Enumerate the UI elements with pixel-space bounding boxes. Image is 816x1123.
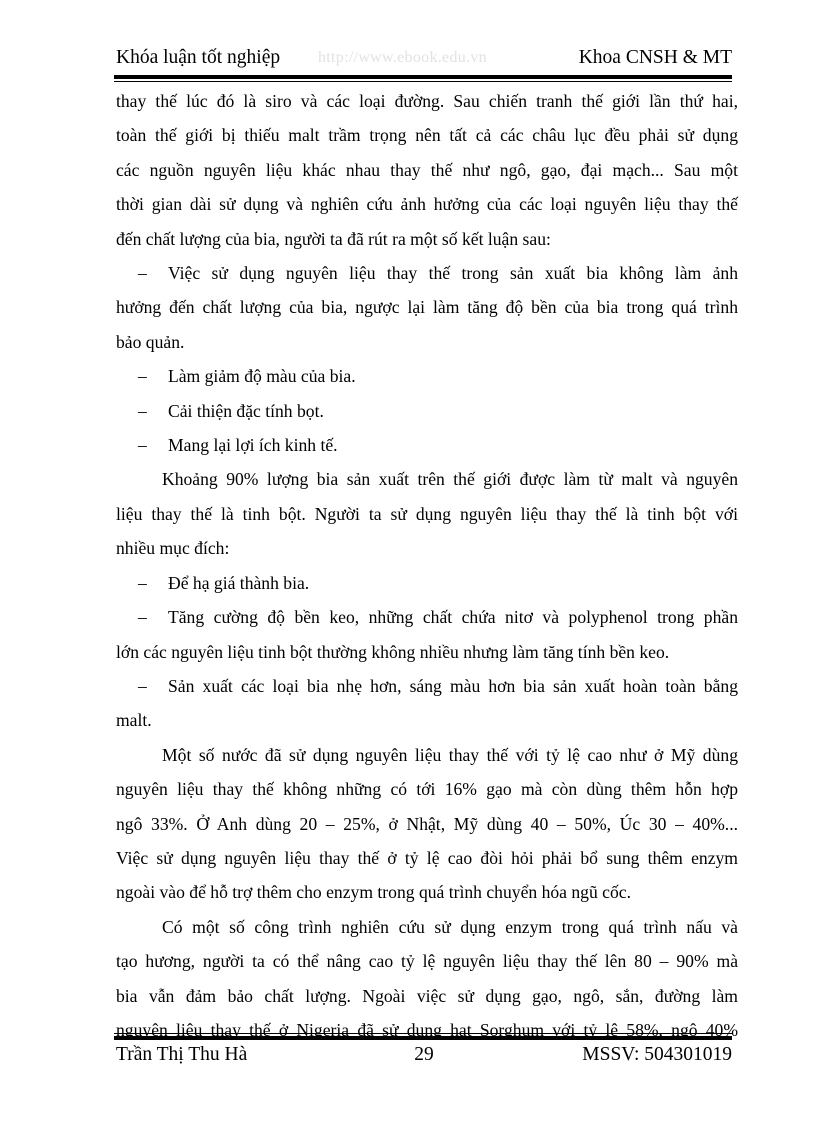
- bullet-line: [116, 428, 738, 462]
- page-header: [116, 44, 732, 74]
- bullet-text: Làm giảm độ màu của bia.: [168, 366, 356, 387]
- text-line: malt.: [116, 710, 152, 731]
- footer-rule-thick: [114, 1036, 732, 1040]
- bullet-line: [116, 256, 738, 290]
- bullet-text: Sản xuất các loại bia nhẹ hơn, sáng màu hơn bia sản xuất hoàn toàn bằng: [168, 675, 738, 696]
- footer-rule-thin: [114, 1033, 732, 1034]
- bullet-line: [116, 669, 738, 703]
- text-line: thay thế lúc đó là siro và các loại đường. Sau chiến tranh thế giới lần thứ hai,: [116, 91, 738, 111]
- text-line: nguyên liệu thay thế không những có tới 16% gạo mà còn dùng thêm hỗn hợp: [116, 779, 738, 800]
- header-watermark-url: http://www.ebook.edu.vn: [318, 49, 487, 66]
- bullet-dash: –: [138, 263, 147, 284]
- header-thesis-label: Khóa luận tốt nghiệp: [116, 47, 281, 68]
- header-rule-thin: [114, 81, 732, 82]
- bullet-text: Mang lại lợi ích kinh tế.: [168, 435, 338, 456]
- bullet-line: [116, 359, 738, 393]
- text-line: nhiều mục đích:: [116, 538, 230, 559]
- text-line: Khoảng 90% lượng bia sản xuất trên thế giới được làm từ malt và nguyên: [162, 469, 738, 490]
- page-footer: [116, 1044, 732, 1074]
- bullet-line: [116, 394, 738, 428]
- text-line: lớn các nguyên liệu tinh bột thường không nhiều nhưng làm tăng tính bền keo.: [116, 641, 670, 662]
- footer-student-id: MSSV: 504301019: [582, 1044, 732, 1065]
- text-line: Có một số công trình nghiên cứu sử dụng enzym trong quá trình nấu và: [162, 916, 738, 937]
- header-rule-thick: [114, 75, 732, 79]
- text-line: liệu thay thế là tinh bột. Người ta sử dụng nguyên liệu thay thế là tinh bột với: [116, 503, 738, 524]
- text-line: ngoài vào để hỗ trợ thêm cho enzym trong quá trình chuyển hóa ngũ cốc.: [116, 882, 631, 903]
- bullet-dash: –: [138, 400, 147, 421]
- page-body: [116, 84, 738, 1047]
- text-line: đến chất lượng của bia, người ta đã rút ra một số kết luận sau:: [116, 228, 551, 249]
- bullet-dash: –: [138, 435, 147, 456]
- bullet-dash: –: [138, 572, 147, 593]
- text-line: nguyên liệu thay thế ở Nigeria đã sử dụng hạt Sorghum với tỷ lệ 58%, ngô 40%: [116, 1019, 738, 1040]
- bullet-text: Để hạ giá thành bia.: [168, 572, 310, 593]
- text-line: toàn thế giới bị thiếu malt trầm trọng nên tất cả các châu lục đều phải sử dụng: [116, 125, 738, 146]
- text-line: bia vẫn đảm bảo chất lượng. Ngoài việc sử dụng gạo, ngô, sắn, đường làm: [116, 985, 738, 1006]
- text-line: ngô 33%. Ở Anh dùng 20 – 25%, ở Nhật, Mỹ dùng 40 – 50%, Úc 30 – 40%...: [116, 813, 738, 834]
- bullet-line: [116, 600, 738, 634]
- footer-author: Trần Thị Thu Hà: [116, 1044, 248, 1065]
- footer-page-number: 29: [414, 1044, 434, 1065]
- text-line: hưởng đến chất lượng của bia, ngược lại làm tăng độ bền của bia trong quá trình: [116, 297, 738, 318]
- text-line: tạo hương, người ta có thể nâng cao tỷ lệ nguyên liệu thay thế lên 80 – 90% mà: [116, 951, 738, 972]
- text-line: Việc sử dụng nguyên liệu thay thế ở tỷ lệ cao đòi hỏi phải bổ sung thêm enzym: [116, 847, 738, 868]
- bullet-line: [116, 566, 738, 600]
- bullet-dash: –: [138, 607, 147, 628]
- bullet-dash: –: [138, 366, 147, 387]
- header-faculty-label: Khoa CNSH & MT: [578, 47, 732, 68]
- bullet-dash: –: [138, 675, 147, 696]
- text-line: bảo quản.: [116, 331, 185, 352]
- text-line: Một số nước đã sử dụng nguyên liệu thay thế với tỷ lệ cao như ở Mỹ dùng: [162, 744, 738, 765]
- bullet-text: Cải thiện đặc tính bọt.: [168, 400, 324, 421]
- text-line: các nguồn nguyên liệu khác nhau thay thế như ngô, gạo, đại mạch... Sau một: [116, 159, 738, 180]
- bullet-text: Việc sử dụng nguyên liệu thay thế trong sản xuất bia không làm ảnh: [168, 263, 738, 284]
- bullet-text: Tăng cường độ bền keo, những chất chứa nitơ và polyphenol trong phần: [168, 607, 738, 628]
- text-line: thời gian dài sử dụng và nghiên cứu ảnh hưởng của các loại nguyên liệu thay thế: [116, 194, 738, 215]
